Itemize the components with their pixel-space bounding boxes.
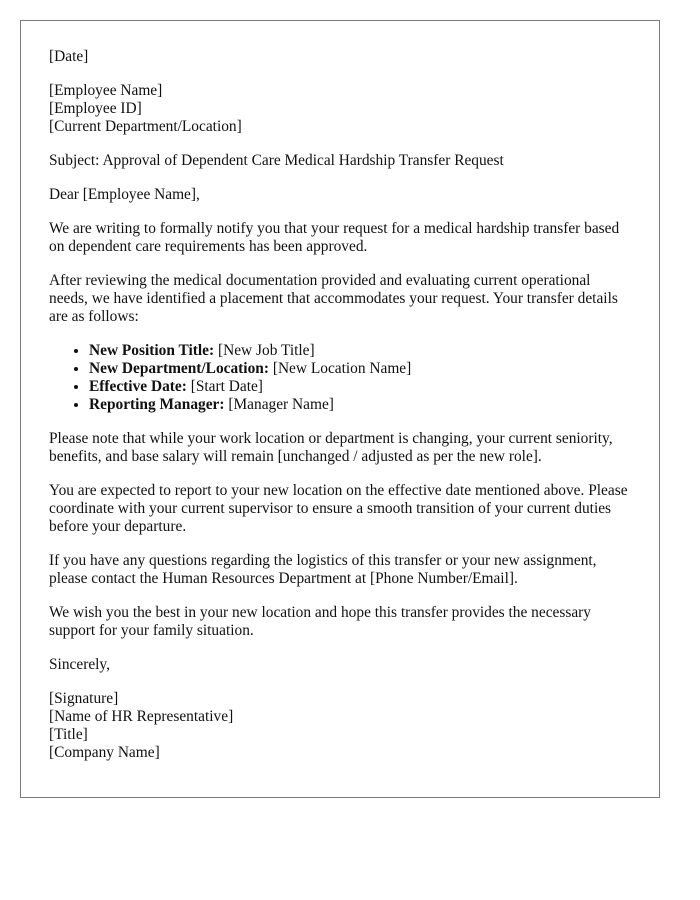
paragraph-wishes: We wish you the best in your new location and hope this transfer provides the necessary support for your family situation. [49,604,591,639]
detail-label: New Department/Location: [89,360,269,377]
transfer-details-list [49,342,631,414]
list-item [89,360,631,378]
detail-value: [New Job Title] [217,342,315,359]
paragraph-approval: We are writing to formally notify you that your request for a medical hardship transfer based on dependent care requirements has been approved. [49,220,620,255]
date-text: [Date] [49,48,89,65]
signature-block [49,690,631,762]
detail-label: Effective Date: [89,378,187,395]
detail-value: [Manager Name] [228,396,334,413]
recipient-block [49,82,631,136]
hr-title: [Title] [49,726,88,743]
paragraph-reporting: You are expected to report to your new location on the effective date mentioned above. Please coordinate with your current supervisor to ensure a smooth transition of your current duties before your departure. [49,482,628,535]
detail-value: [Start Date] [190,378,263,395]
paragraph-benefits: Please note that while your work location or department is changing, your current seniority, benefits, and base salary will remain [unchanged / adjusted as per the new role]. [49,430,613,465]
detail-value: [New Location Name] [272,360,412,377]
employee-id: [Employee ID] [49,100,142,117]
letter-document [20,20,660,798]
list-item [89,378,631,396]
list-item [89,396,631,414]
company-name: [Company Name] [49,744,160,761]
closing: Sincerely, [49,656,110,673]
hr-representative-name: [Name of HR Representative] [49,708,234,725]
paragraph-contact: If you have any questions regarding the logistics of this transfer or your new assignment, please contact the Human Resources Department at [Phone Number/Email]. [49,552,597,587]
employee-name: [Employee Name] [49,82,163,99]
letter-date [49,48,631,66]
detail-label: New Position Title: [89,342,215,359]
signature-placeholder: [Signature] [49,690,119,707]
paragraph-review: After reviewing the medical documentation provided and evaluating current operational needs, we have identified a placement that accommodates your request. Your transfer details are as follows: [49,272,618,325]
list-item [89,342,631,360]
subject-line: Subject: Approval of Dependent Care Medical Hardship Transfer Request [49,152,504,169]
salutation: Dear [Employee Name], [49,186,200,203]
detail-label: Reporting Manager: [89,396,225,413]
current-department: [Current Department/Location] [49,118,242,135]
